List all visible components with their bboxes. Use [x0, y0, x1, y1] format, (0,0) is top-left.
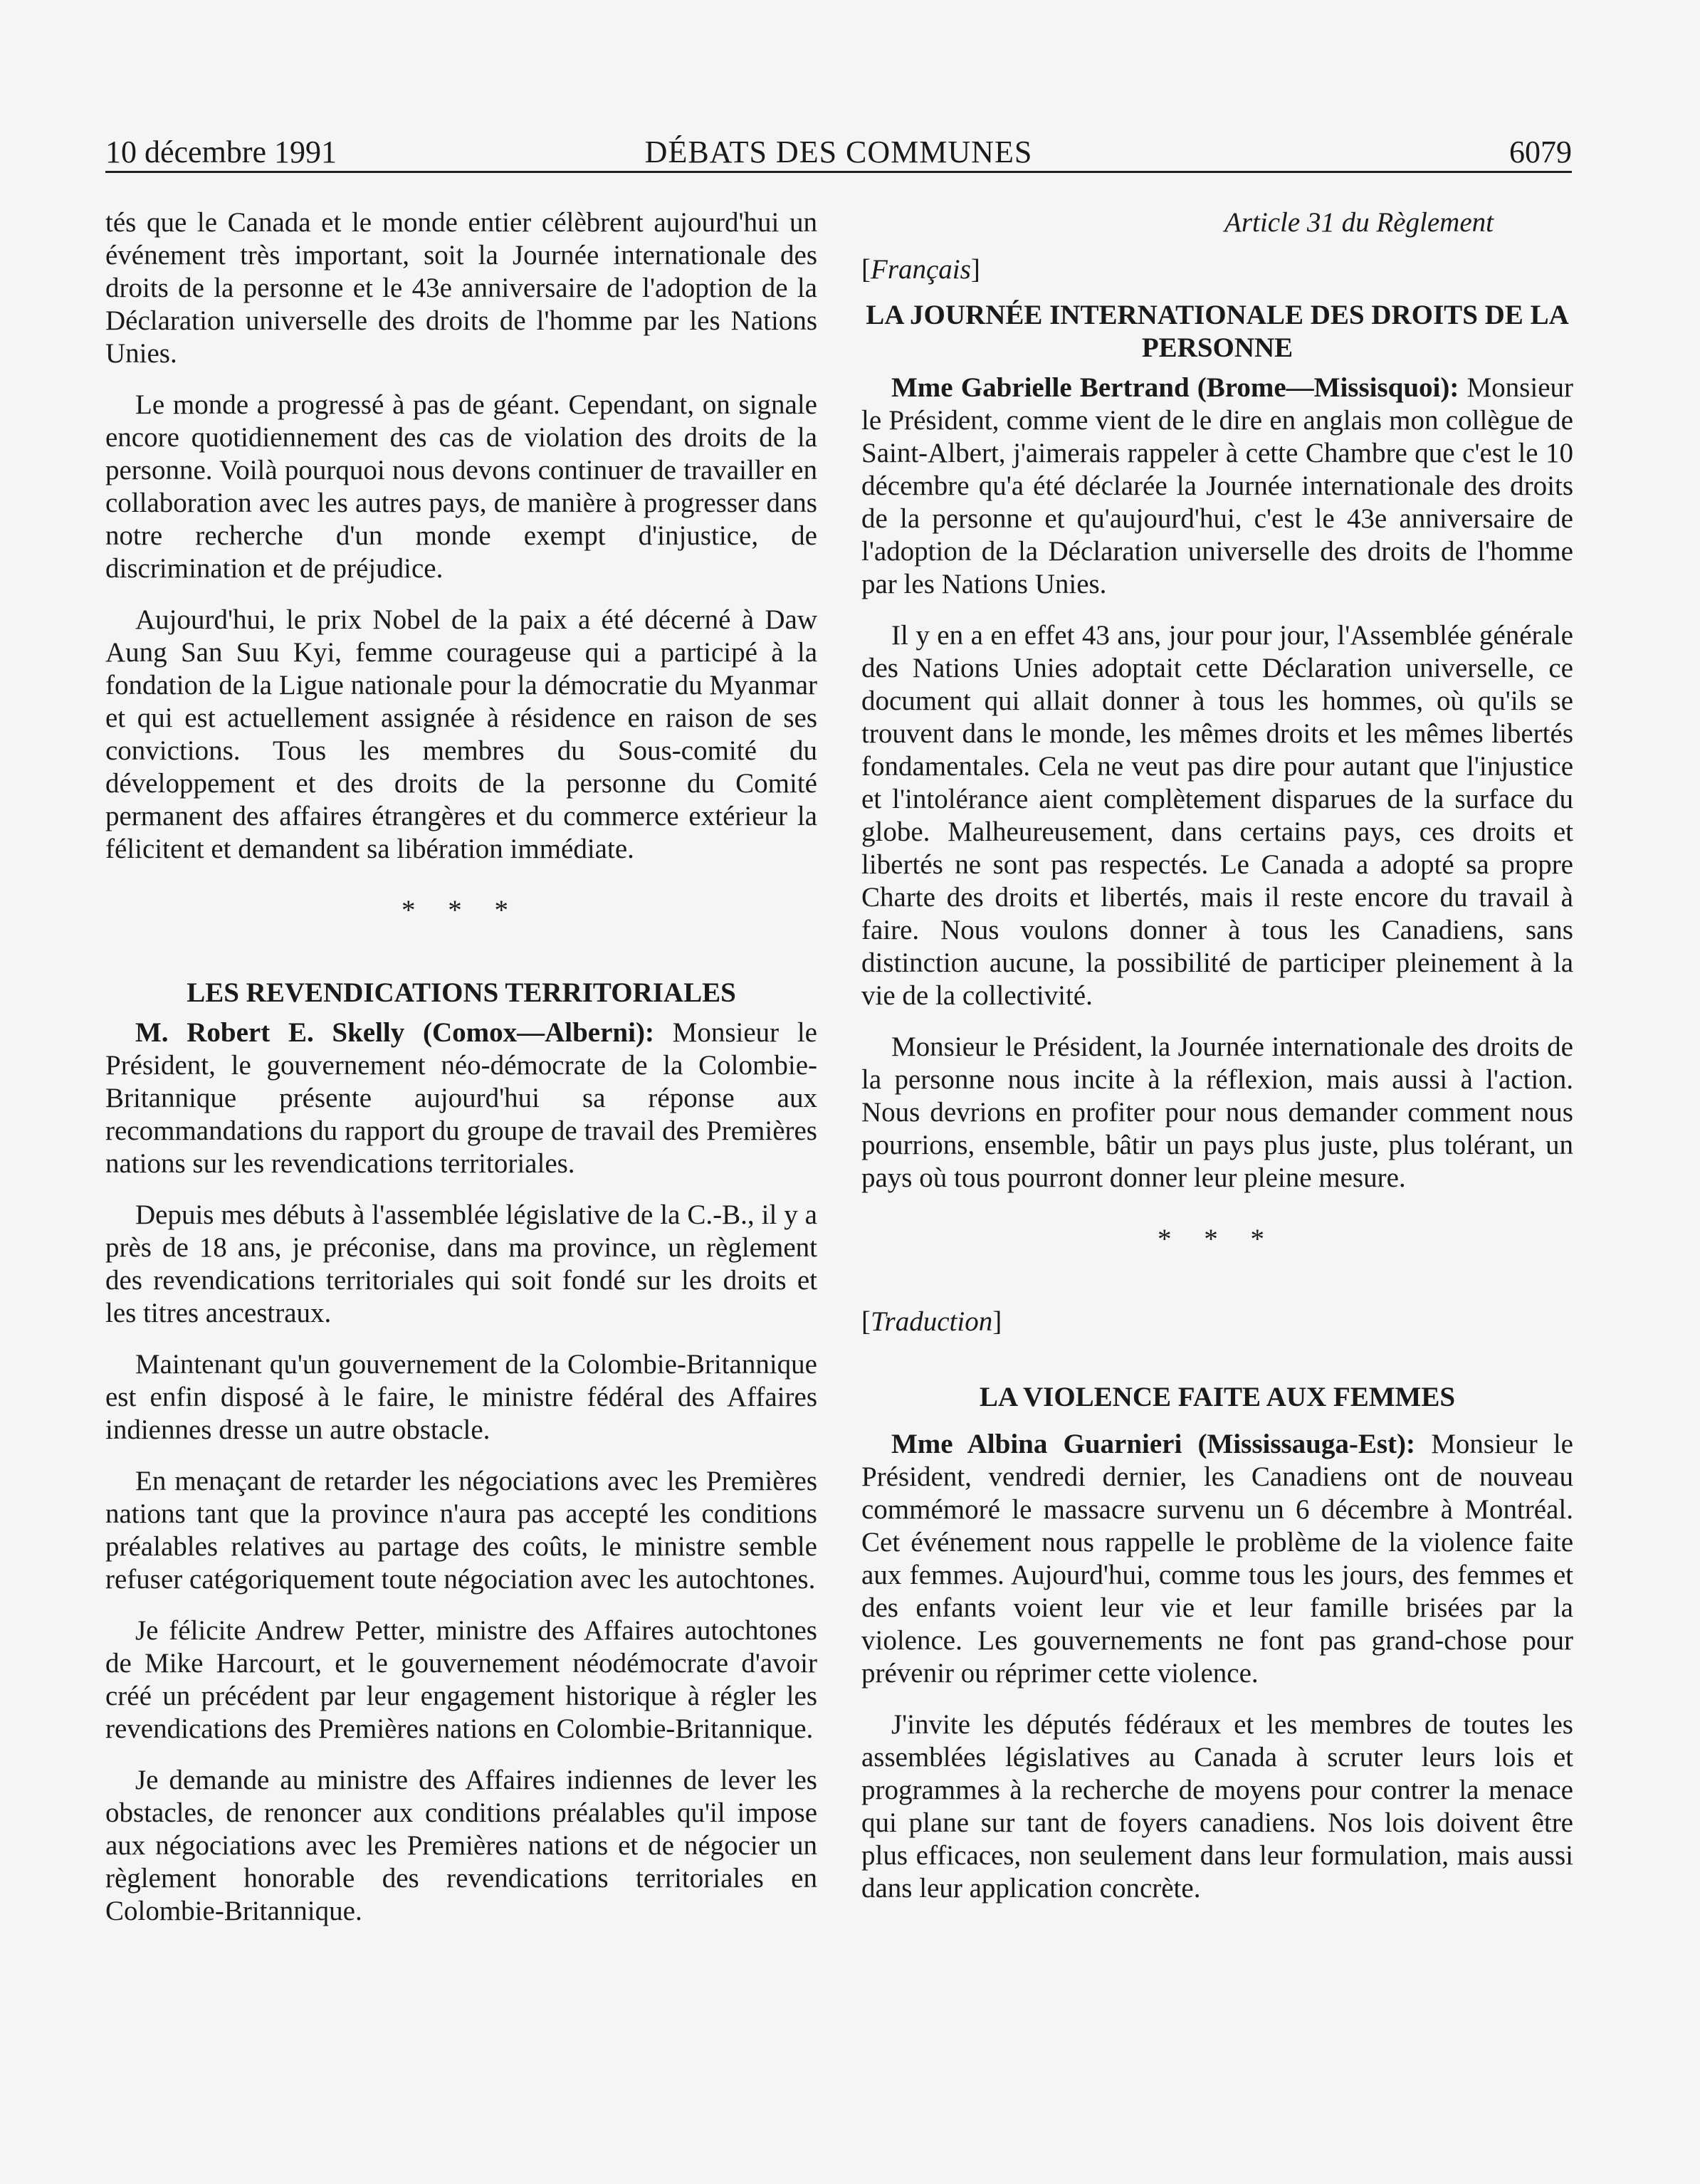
speaker-name: M. Robert E. Skelly (Comox—Alberni):: [135, 1017, 654, 1048]
speech-text: Monsieur le Président, comme vient de le dire en anglais mon collègue de Saint-Albert, j'aimerais rappeler à cette Chambre que c'est le 10 décembre qu'a été déclarée la Journée internationale des droits de la personne et qu'aujourd'hui, c'est le 43e anniversaire de l'adoption de la Déclaration universelle des droits de l'homme par les Nations Unies.: [861, 372, 1573, 599]
paragraph: Monsieur le Président, la Journée internationale des droits de la personne nous incite à la réflexion, mais aussi à l'action. Nous devrions en profiter pour nous demander comment nous pourrions, ensemble, bâtir un pays plus juste, plus tolérant, un pays où tous pourront donner leur pleine mesure.: [861, 1031, 1573, 1193]
section-heading: LA VIOLENCE FAITE AUX FEMMES: [979, 1382, 1456, 1412]
header-date: 10 décembre 1991: [105, 135, 337, 169]
header-title: DÉBATS DES COMMUNES: [644, 135, 1033, 169]
section-heading: LES REVENDICATIONS TERRITORIALES: [187, 977, 736, 1008]
section-heading: LA JOURNÉE INTERNATIONALE DES DROITS DE LA PERSONNE: [866, 300, 1569, 363]
right-column: [861, 206, 1573, 1923]
page-header: [105, 128, 1572, 173]
language-note: [Traduction]: [861, 1306, 1002, 1337]
page-number: 6079: [1509, 135, 1572, 169]
section-separator: * * *: [1158, 1224, 1277, 1254]
paragraph: Aujourd'hui, le prix Nobel de la paix a été décerné à Daw Aung San Suu Kyi, femme courageuse qui a participé à la fondation de la Ligue nationale pour la démocratie du Myanmar et qui est actuellement assignée à résidence en raison de ses convictions. Tous les membres du Sous-comité du développement et des droits de la personne du Comité permanent des affaires étrangères et du commerce extérieur la félicitent et demandent sa libération immédiate.: [105, 604, 817, 864]
left-column: [105, 206, 817, 1946]
paragraph: Depuis mes débuts à l'assemblée législative de la C.-B., il y a près de 18 ans, je préconise, dans ma province, un règlement des revendications territoriales qui soit fondé sur les droits et les titres ancestraux.: [105, 1199, 817, 1328]
language-note: [Français]: [861, 254, 980, 285]
speaker-name: Mme Albina Guarnieri (Mississauga-Est):: [891, 1429, 1416, 1459]
rubric: Article 31 du Règlement: [1224, 207, 1494, 238]
language-label: Traduction: [871, 1306, 993, 1337]
language-label: Français: [871, 254, 971, 285]
paragraph: Il y en a en effet 43 ans, jour pour jour, l'Assemblée générale des Nations Unies adoptait cette Déclaration universelle, ce document qui allait donner à tous les hommes, où qu'ils se trouvent dans le monde, les mêmes droits et les mêmes libertés fondamentales. Cela ne veut pas dire pour autant que l'injustice et l'intolérance aient complètement disparues de la surface du globe. Malheureusement, dans certains pays, ces droits et libertés ne sont pas respectés. Le Canada a adopté sa propre Charte des droits et libertés, mais il reste encore du travail à faire. Nous voulons donner à tous les Canadiens, sans distinction aucune, la possibilité de participer pleinement à la vie de la collectivité.: [861, 620, 1573, 1011]
paragraph: J'invite les députés fédéraux et les membres de toutes les assemblées législatives au Canada à scruter leurs lois et programmes à la recherche de moyens pour contrer la menace qui plane sur tant de foyers canadiens. Nos lois doivent être plus efficaces, non seulement dans leur formulation, mais aussi dans leur application concrète.: [861, 1709, 1573, 1904]
speech-paragraph: [861, 1428, 1573, 1690]
paragraph: Maintenant qu'un gouvernement de la Colombie-Britannique est enfin disposé à le faire, le ministre fédéral des Affaires indiennes dresse un autre obstacle.: [105, 1349, 817, 1445]
speech-text: Monsieur le Président, vendredi dernier, les Canadiens ont de nouveau commémoré le massacre survenu un 6 décembre à Montréal. Cet événement nous rappelle le problème de la violence faite aux femmes. Aujourd'hui, comme tous les jours, des femmes et des enfants voient leur vie et leur famille brisées par la violence. Les gouvernements ne font pas grand-chose pour prévenir ou réprimer cette violence.: [861, 1429, 1573, 1689]
speech-paragraph: [105, 1017, 817, 1180]
speech-text: Monsieur le Président, le gouvernement néo-démocrate de la Colombie-Britannique présente aujourd'hui sa réponse aux recommandations du rapport du groupe de travail des Premières nations sur les revendications territoriales.: [105, 1017, 817, 1179]
speech-paragraph: [861, 372, 1573, 601]
speaker-name: Mme Gabrielle Bertrand (Brome—Missisquoi):: [891, 372, 1459, 403]
paragraph: tés que le Canada et le monde entier célèbrent aujourd'hui un événement très important, soit la Journée internationale des droits de la personne et le 43e anniversaire de l'adoption de la Déclaration universelle des droits de l'homme par les Nations Unies.: [105, 207, 817, 369]
paragraph: Je félicite Andrew Petter, ministre des Affaires autochtones de Mike Harcourt, et le gouvernement néodémocrate d'avoir créé un précédent par leur engagement historique à régler les revendications des Premières nations en Colombie-Britannique.: [105, 1615, 817, 1744]
paragraph: En menaçant de retarder les négociations avec les Premières nations tant que la province n'aura pas accepté les conditions préalables relatives au partage des coûts, le ministre semble refuser catégoriquement toute négociation avec les autochtones.: [105, 1466, 817, 1595]
paragraph: Je demande au ministre des Affaires indiennes de lever les obstacles, de renoncer aux conditions préalables qu'il impose aux négociations avec les Premières nations et de négocier un règlement honorable des revendications territoriales en Colombie-Britannique.: [105, 1765, 817, 1926]
section-separator: * * *: [402, 895, 521, 925]
paragraph: Le monde a progressé à pas de géant. Cependant, on signale encore quotidiennement des cas de violation des droits de la personne. Voilà pourquoi nous devons continuer de travailler en collaboration avec les autres pays, de manière à progresser dans notre recherche d'un monde exempt d'injustice, de discrimination et de préjudice.: [105, 389, 817, 584]
